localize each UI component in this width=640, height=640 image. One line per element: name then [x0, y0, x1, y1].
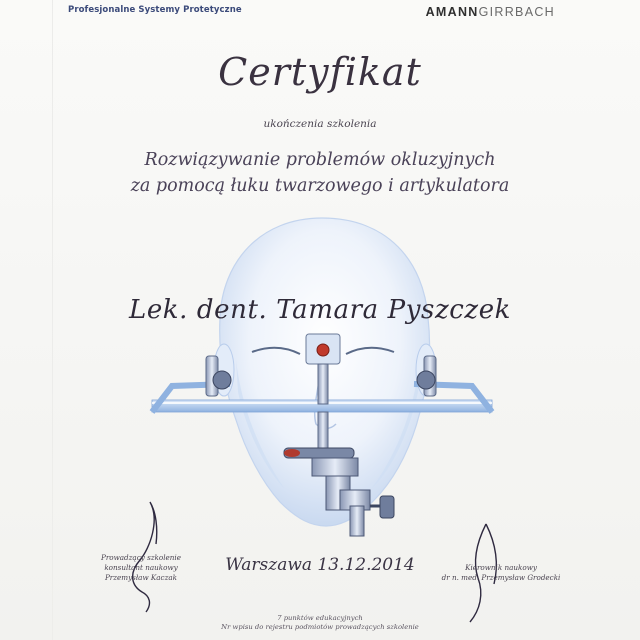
- signature-right-caption: [436, 563, 566, 583]
- signature-right-line2: dr n. med. Przemysław Grodecki: [441, 573, 561, 582]
- certificate-title: Certyfikat: [218, 50, 422, 94]
- recipient-name: Lek. dent. Tamara Pyszczek: [128, 295, 512, 325]
- course-title: [0, 147, 640, 199]
- joint-knob: [380, 496, 394, 518]
- course-title-line2: za pomocą łuku twarzowego i artykulatora: [130, 176, 510, 196]
- joint-block-1: [312, 458, 358, 476]
- partner-logo-light: GIRRBACH: [478, 5, 555, 19]
- certificate-subtitle: ukończenia szkolenia: [263, 118, 377, 130]
- signature-left-line3: Przemysław Kaczak: [104, 573, 178, 582]
- brand-header: [68, 0, 278, 22]
- course-title-line1: Rozwiązywanie problemów okluzyjnych: [144, 150, 496, 170]
- partner-logo: [426, 5, 555, 19]
- signature-left-line1: Prowadzący szkolenie: [101, 553, 181, 562]
- footer-line1: 7 punktów edukacyjnych: [277, 614, 363, 622]
- place-date: Warszawa 13.12.2014: [225, 555, 415, 575]
- footer-note: [0, 614, 640, 631]
- signature-left-line2: konsultant naukowy: [104, 563, 178, 572]
- signature-left-caption: [86, 553, 196, 583]
- bite-fork-red: [284, 449, 300, 457]
- joint-rod: [350, 506, 364, 536]
- signature-right-line1: Kierownik naukowy: [465, 563, 537, 572]
- nasion-rod: [318, 364, 328, 404]
- ear-knob-left: [213, 371, 231, 389]
- ear-knob-right: [417, 371, 435, 389]
- footer-line2: Nr wpisu do rejestru podmiotów prowadzących szkolenie: [221, 622, 419, 631]
- brand-tagline: Profesjonalne Systemy Protetyczne: [68, 5, 242, 15]
- nasion-red-dot: [317, 344, 329, 356]
- vertical-post: [318, 412, 328, 452]
- partner-logo-bold: AMANN: [425, 5, 479, 19]
